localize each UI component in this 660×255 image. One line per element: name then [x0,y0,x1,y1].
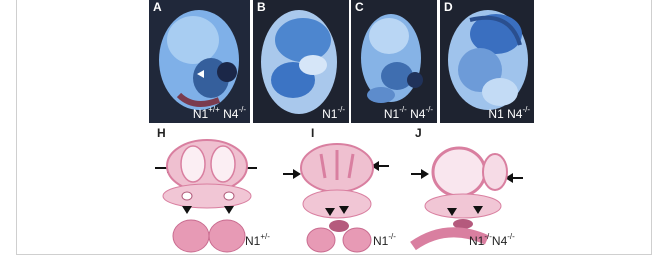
panel-h-label: H [157,126,166,140]
section-panel-j [407,126,537,255]
section-panel-i [281,126,407,255]
panel-c-genotype: N1-/- N4-/- [383,105,433,121]
panel-j-genotype: N1-/-N4-/- [469,232,515,248]
panel-h-genotype: N1+/- [245,232,270,248]
panel-b-label: B [257,0,266,14]
embryo-b-image [253,0,349,123]
embryo-panel-c [351,0,437,123]
panel-a-genotype: N1+/+ N4-/- [192,105,246,121]
panel-a-label: A [153,0,162,14]
panel-c-label: C [355,0,364,14]
embryo-panel-b [253,0,349,123]
panel-i-label: I [311,126,315,140]
panel-d-genotype: N1 N4-/- [488,105,530,121]
embryo-d-image [440,0,534,123]
panel-i-genotype: N1-/- [373,232,396,248]
panel-j-label: J [415,126,422,140]
panel-b-genotype: N1-/- [322,105,345,121]
figure-frame [16,0,652,255]
section-panel-h [145,126,281,255]
panel-d-label: D [444,0,453,14]
embryo-panel-a [149,0,250,123]
embryo-a-image [149,0,250,123]
embryo-panel-d [440,0,534,123]
